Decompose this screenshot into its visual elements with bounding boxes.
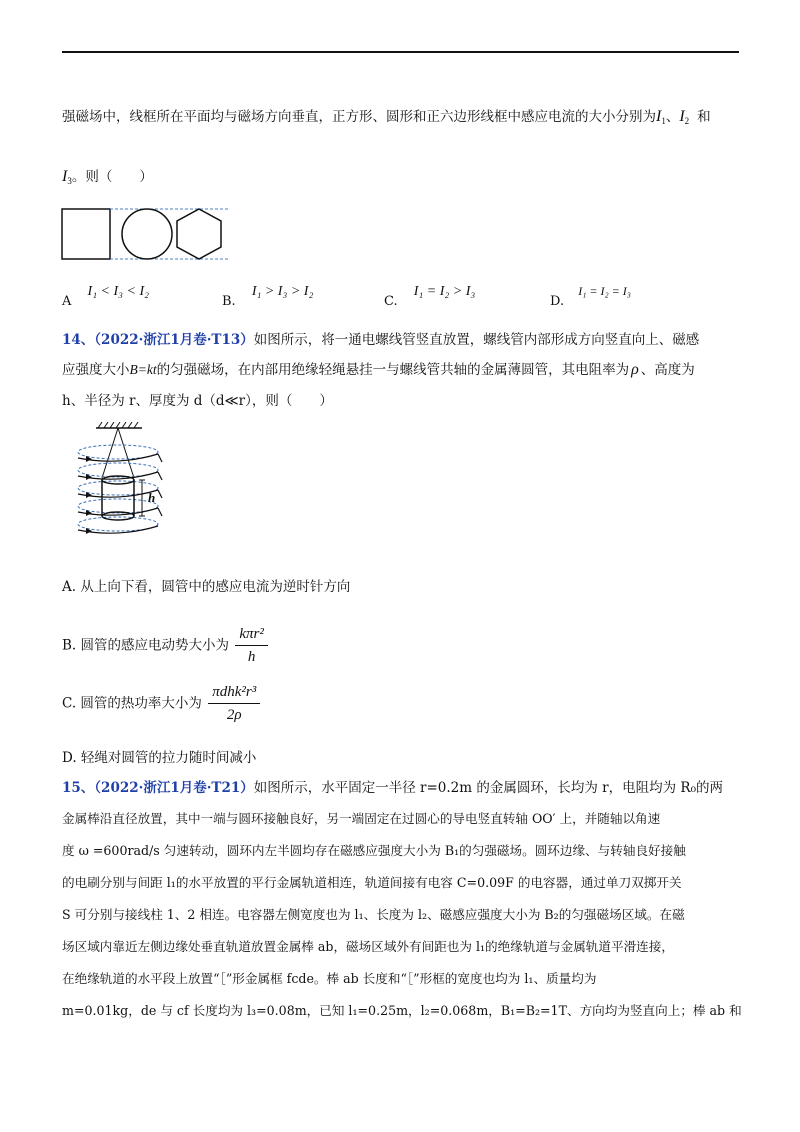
q14-stem-line1: 14、（2022·浙江1月卷·T13）如图所示，将一通电螺线管竖直放置，螺线管内部形成方向竖直向上、磁感: [62, 332, 700, 348]
q15-stem-line5: S 可分别与接线柱 1、2 相连。电容器左侧宽度也为 l₁、长度为 l₂、磁感应强度大小为 B₂的匀强磁场区域。在磁: [62, 907, 685, 922]
q13-option-a[interactable]: A I₁ < I₃ < I₂: [62, 284, 150, 309]
q15-stem-line6: 场区域内靠近左侧边缘处垂直轨道放置金属棒 ab，磁场区域外有间距也为 l₁的绝缘轨道与金属轨道平滑连接，: [62, 939, 674, 954]
q14-option-c[interactable]: C. 圆管的热功率大小为 $\frac{\text{πdhk²r³}}{2\rho}$: [62, 682, 260, 725]
q15-stem-line4: 的电刷分别与间距 l₁的水平放置的平行金属轨道相连，轨道间接有电容 C=0.09F 的电容器，通过单刀双掷开关: [62, 875, 682, 890]
q14-stem-line2: 应强度大小B=kt的匀强磁场，在内部用绝缘轻绳悬挂一与螺线管共轴的金属薄圆管，其电阻率为 ρ 、高度为: [62, 361, 695, 378]
q15-stem-line2: 金属棒沿直径放置，其中一端与圆环接触良好，另一端固定在过圆心的导电竖直转轴 OO′ 上，并随轴以角速: [62, 811, 661, 826]
q15-stem-line1: 15、（2022·浙江1月卷·T21）如图所示，水平固定一半径 r=0.2m 的金属圆环，长均为 r，电阻均为 R₀的两: [62, 780, 723, 796]
circle-coil: [122, 209, 172, 259]
q13-option-c[interactable]: C. I₁ = I₂ > I₃: [384, 284, 476, 309]
q13-coil-figure: [60, 205, 230, 265]
q13-stem-line1: 强磁场中，线框所在平面均与磁场方向垂直，正方形、圆形和正六边形线框中感应电流的大小分别为$I_1$、$I_2$ 和: [62, 108, 711, 126]
q14-option-b[interactable]: B. 圆管的感应电动势大小为 $\frac{\text{kπr²}}{h}$: [62, 624, 268, 667]
opt-b-fraction: $\frac{\text{kπr²}}{h}$: [235, 624, 268, 667]
q14-option-a[interactable]: A. 从上向下看，圆管中的感应电流为逆时针方向: [62, 579, 351, 595]
q14-stem-line3: h、半径为 r、厚度为 d（d≪r），则（ ）: [62, 393, 333, 409]
q13-stem-line2: $I_3$。则（ ）: [62, 168, 153, 186]
hexagon-coil: [177, 209, 221, 259]
figure-label-h: h: [148, 490, 156, 505]
square-coil: [62, 209, 110, 259]
q14-solenoid-figure: [62, 422, 182, 550]
q15-stem-line3: 度 ω =600rad/s 匀速转动，圆环内左半圆均存在磁感应强度大小为 B₁的匀强磁场。圆环边缘、与转轴良好接触: [62, 843, 686, 858]
q13-option-d[interactable]: D. I₁ = I₂ = I₃: [550, 284, 631, 309]
header-rule: [62, 51, 739, 53]
q14-option-d[interactable]: D. 轻绳对圆管的拉力随时间减小: [62, 750, 257, 766]
q15-stem-line8: m=0.01kg，de 与 cf 长度均为 l₃=0.08m，已知 l₁=0.25m，l₂=0.068m，B₁=B₂=1T、方向均为竖直向上；棒 ab 和: [62, 1003, 742, 1018]
q13-option-b[interactable]: B. I₁ > I₃ > I₂: [222, 284, 314, 309]
q15-stem-line7: 在绝缘轨道的水平段上放置“［”形金属框 fcde。棒 ab 长度和“［”形框的宽度也均为 l₁、质量均为: [62, 971, 597, 986]
opt-c-fraction: $\frac{\text{πdhk²r³}}{2\rho}$: [208, 682, 260, 725]
